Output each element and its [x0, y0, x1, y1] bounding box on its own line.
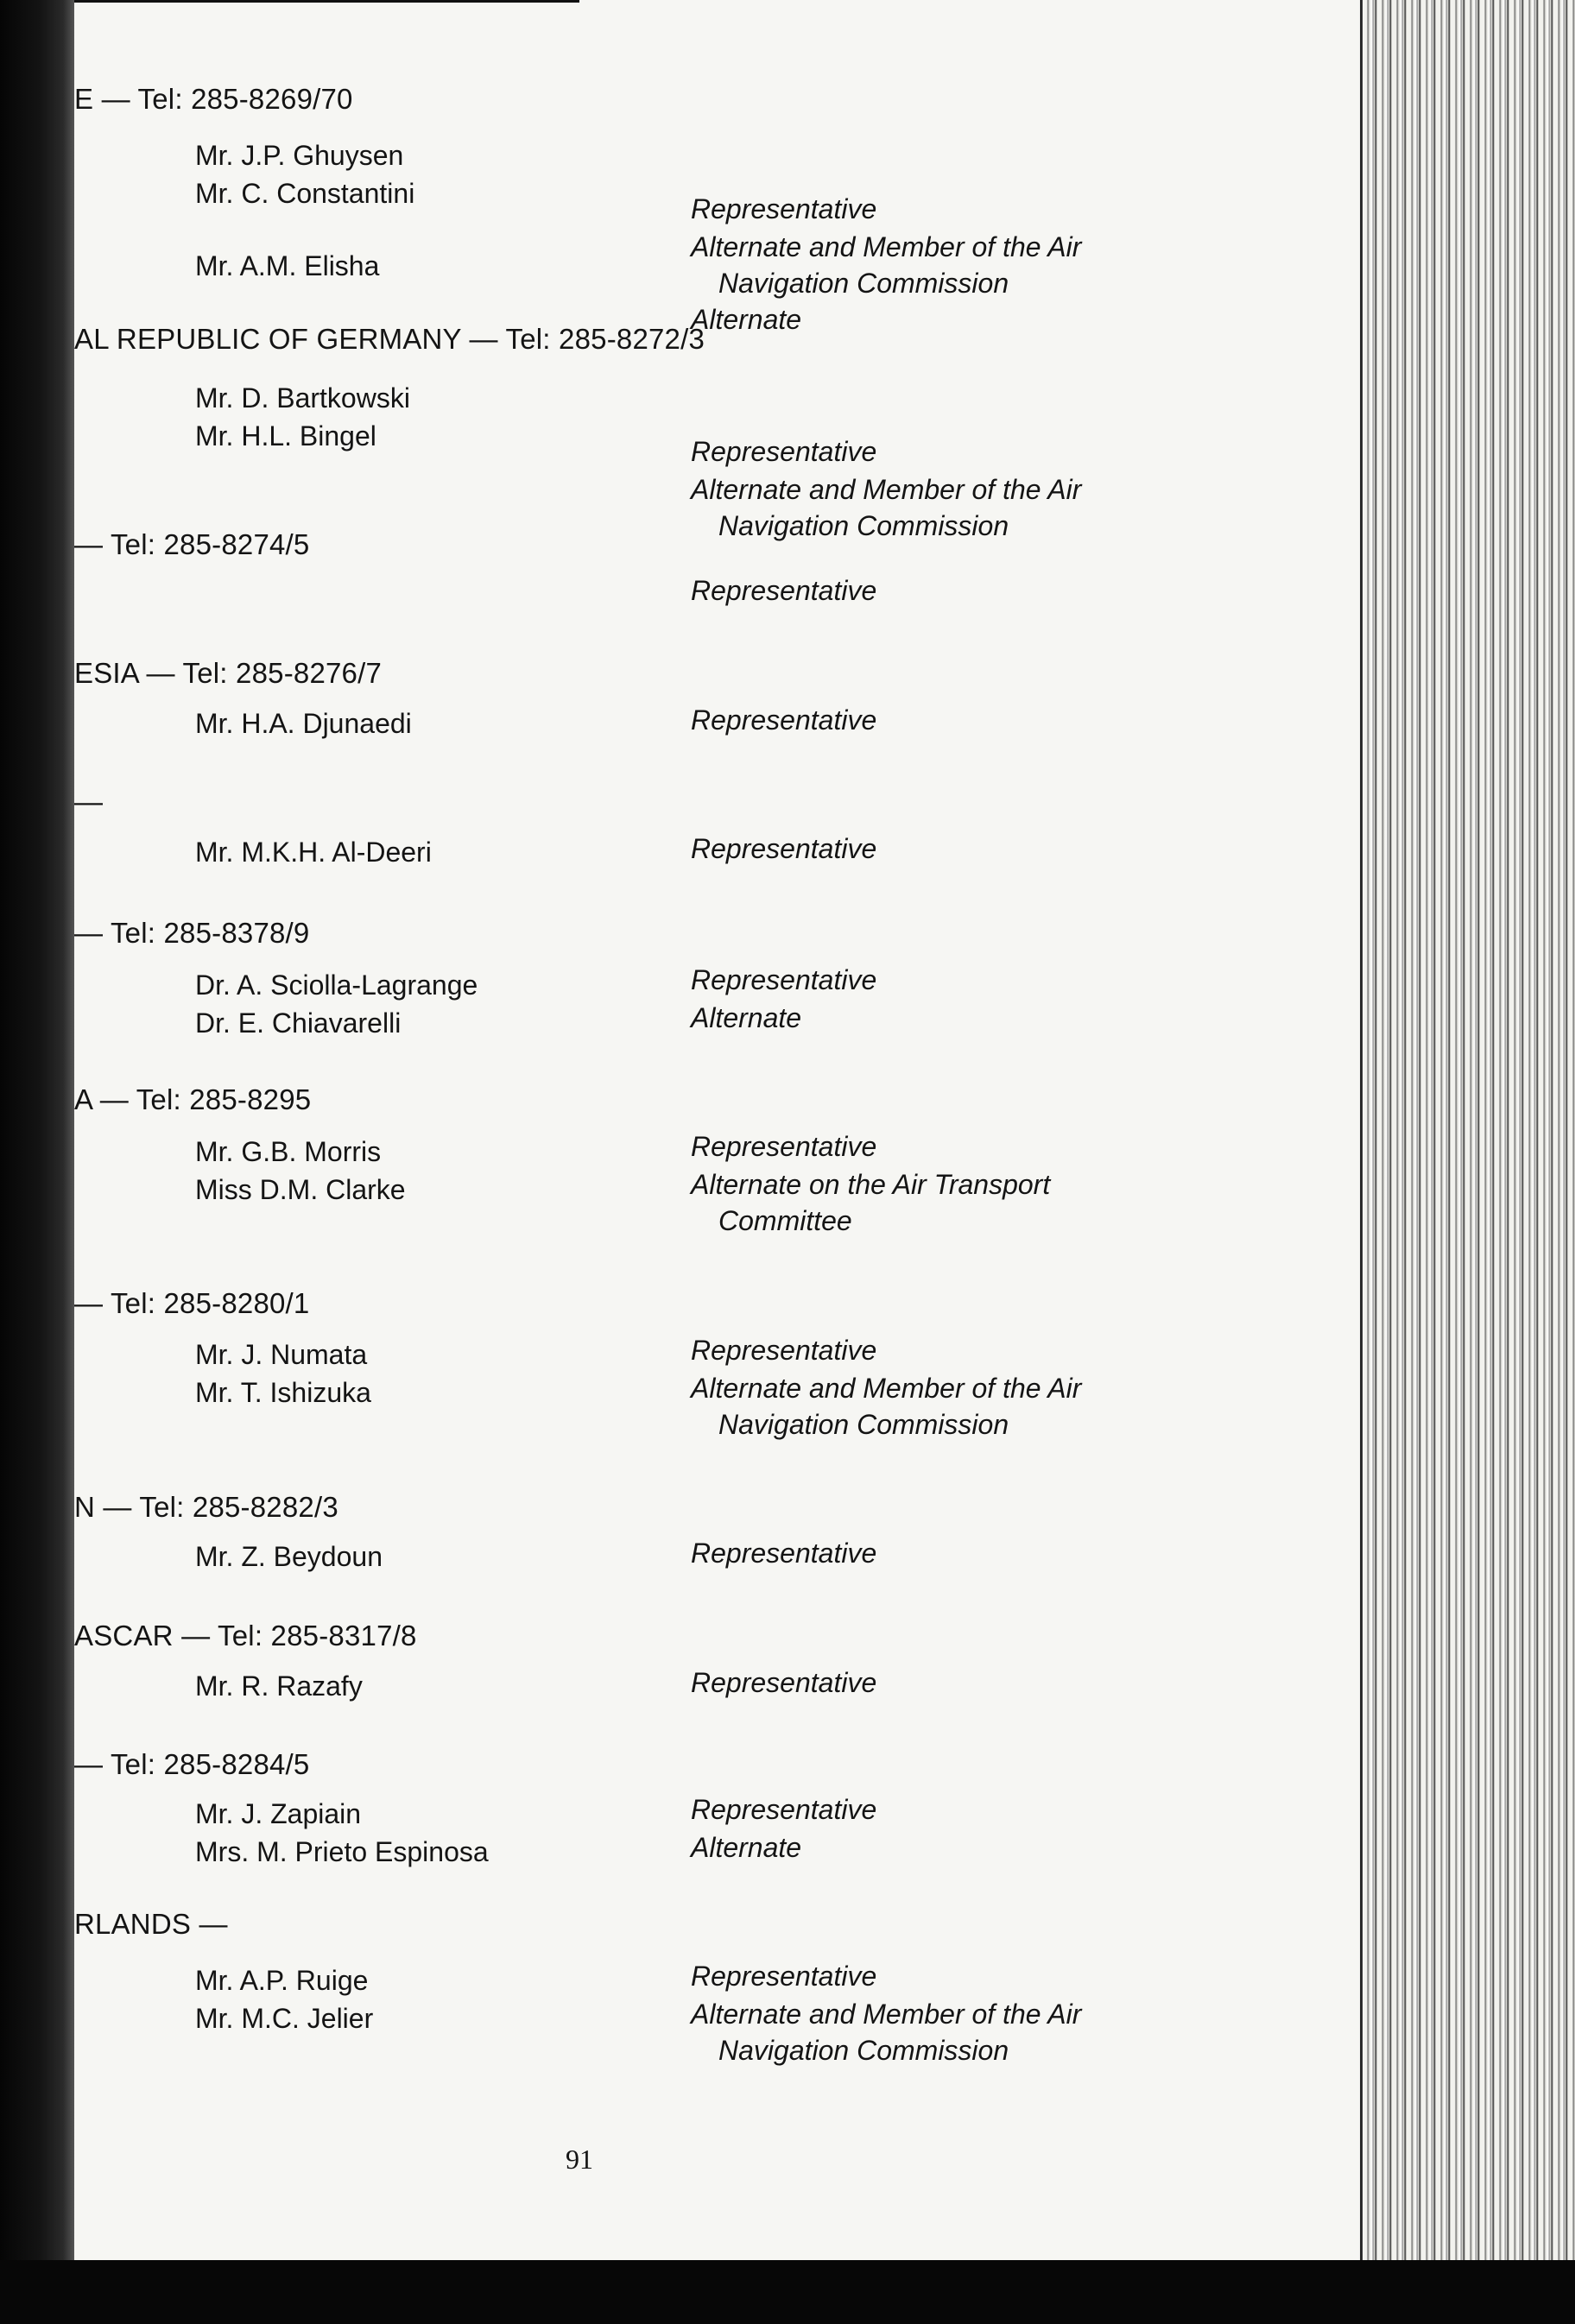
member-name: Mr. D. Bartkowski	[195, 382, 410, 414]
member-role-line: Alternate and Member of the Air	[691, 474, 1082, 505]
member-role-continuation: Navigation Commission	[718, 1409, 1009, 1440]
member-role	[691, 1664, 876, 1701]
member-name: Dr. A. Sciolla-Lagrange	[195, 969, 478, 1001]
member-name: Mr. M.C. Jelier	[195, 2003, 374, 2034]
member-role	[691, 1996, 1081, 2068]
section-heading: E — Tel: 285-8269/70	[74, 83, 353, 115]
member-name: Mr. J.P. Ghuysen	[195, 140, 404, 171]
member-role-line: Representative	[691, 193, 877, 224]
section-heading: N — Tel: 285-8282/3	[74, 1491, 338, 1523]
member-name: Mr. C. Constantini	[195, 178, 415, 209]
member-name: Mrs. M. Prieto Espinosa	[195, 1836, 489, 1867]
book-binding-shadow	[0, 0, 74, 2324]
member-name: Mr. R. Razafy	[195, 1670, 363, 1702]
member-name: Dr. E. Chiavarelli	[195, 1007, 402, 1039]
member-role-line: Alternate and Member of the Air	[691, 1999, 1082, 2030]
member-role	[691, 1535, 876, 1571]
member-name: Miss D.M. Clarke	[195, 1174, 406, 1205]
member-role-continuation: Navigation Commission	[718, 510, 1009, 541]
member-name: Mr. A.P. Ruige	[195, 1965, 369, 1996]
member-role	[691, 1791, 876, 1828]
section-heading: — Tel: 285-8378/9	[74, 917, 310, 949]
member-name: Mr. T. Ishizuka	[195, 1377, 371, 1408]
page-edges	[1360, 0, 1575, 2324]
member-role	[691, 191, 876, 227]
member-name: Mr. M.K.H. Al-Deeri	[195, 837, 432, 868]
member-role	[691, 1000, 801, 1036]
member-role-line: Representative	[691, 1961, 877, 1992]
member-role-line: Representative	[691, 1335, 877, 1366]
member-role	[691, 1958, 876, 1994]
section-heading: ESIA — Tel: 285-8276/7	[74, 657, 383, 689]
member-role	[691, 471, 1081, 544]
member-role-line: Representative	[691, 833, 877, 864]
member-role	[691, 229, 1081, 301]
member-name: Mr. J. Zapiain	[195, 1798, 362, 1829]
member-name: Mr. J. Numata	[195, 1339, 368, 1370]
member-role-line: Representative	[691, 1667, 877, 1698]
section-heading: RLANDS —	[74, 1908, 228, 1940]
member-role-line: Alternate	[691, 1002, 802, 1033]
member-role-line: Alternate	[691, 304, 802, 335]
member-role	[691, 1370, 1081, 1443]
member-role-line: Alternate	[691, 1832, 802, 1863]
section-heading: — Tel: 285-8280/1	[74, 1287, 310, 1319]
member-role-line: Alternate and Member of the Air	[691, 231, 1082, 262]
member-role-line: Representative	[691, 1794, 877, 1825]
section-heading: —	[74, 786, 104, 818]
member-role	[691, 1332, 876, 1368]
member-role	[691, 830, 876, 867]
member-name: Mr. G.B. Morris	[195, 1136, 382, 1167]
member-role	[691, 433, 876, 470]
member-role	[691, 1128, 876, 1165]
member-role-line: Representative	[691, 436, 877, 467]
section-heading: — Tel: 285-8284/5	[74, 1748, 310, 1780]
member-role-line: Representative	[691, 704, 877, 736]
member-role-continuation: Navigation Commission	[718, 268, 1009, 299]
member-role-line: Alternate and Member of the Air	[691, 1373, 1082, 1404]
member-role	[691, 572, 876, 609]
member-role-line: Representative	[691, 575, 877, 606]
member-role	[691, 1166, 1050, 1239]
bottom-scan-edge	[0, 2260, 1575, 2324]
section-heading: AL REPUBLIC OF GERMANY — Tel: 285-8272/3	[74, 323, 705, 355]
member-name: Mr. H.A. Djunaedi	[195, 708, 412, 739]
member-role-line: Representative	[691, 964, 877, 995]
member-role-line: Representative	[691, 1538, 877, 1569]
section-heading: A — Tel: 285-8295	[74, 1083, 312, 1115]
member-name: Mr. A.M. Elisha	[195, 250, 380, 281]
section-heading: ASCAR — Tel: 285-8317/8	[74, 1620, 417, 1651]
top-rule	[74, 0, 579, 3]
member-role	[691, 301, 801, 338]
section-heading: — Tel: 285-8274/5	[74, 528, 310, 560]
member-role-line: Alternate on the Air Transport	[691, 1169, 1051, 1200]
member-name: Mr. H.L. Bingel	[195, 420, 376, 452]
member-role	[691, 962, 876, 998]
member-role-continuation: Navigation Commission	[718, 2035, 1009, 2066]
page-number: 91	[566, 2144, 593, 2175]
member-role-continuation: Committee	[718, 1205, 852, 1236]
member-role	[691, 702, 876, 738]
member-role	[691, 1829, 801, 1866]
member-role-line: Representative	[691, 1131, 877, 1162]
member-name: Mr. Z. Beydoun	[195, 1541, 383, 1572]
